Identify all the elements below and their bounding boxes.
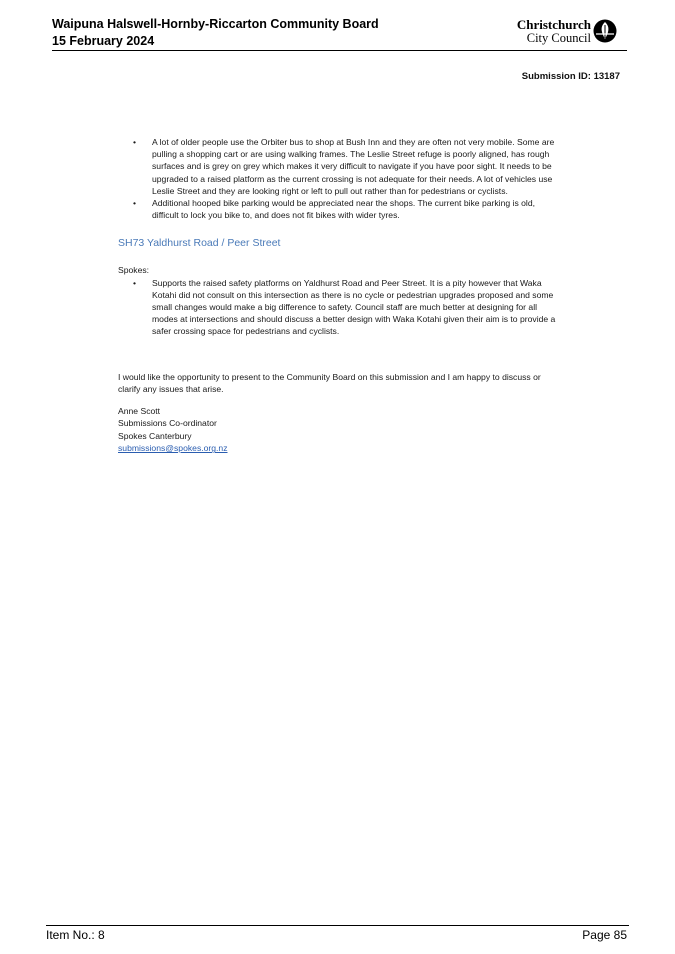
item-number: Item No.: 8 [46, 928, 105, 942]
list-item [133, 136, 563, 197]
list-item-text: A lot of older people use the Orbiter bus to shop at Bush Inn and they are often not very mobile. Some are pulling a shopping cart or are using walking frames. The Leslie Street refuge is poorly aligned, has rough surfaces and is grey on grey which makes it very difficult to navigate if you have poor sight. It needs to be upgraded to a raised platform as the current crossing is not adequate for their needs. A lot of vehicles use Leslie Street and they are looking right or left to pull out rather than for pedestrians or cyclists. [152, 137, 555, 196]
submission-body [118, 136, 563, 455]
bullet-icon: • [133, 277, 137, 288]
page-header [52, 14, 627, 51]
logo-text-line2: City Council [526, 31, 591, 45]
page-footer [46, 925, 629, 946]
signatory-role: Submissions Co-ordinator [118, 418, 217, 429]
list-item [133, 197, 563, 221]
signatory-name: Anne Scott [118, 406, 161, 417]
email-link[interactable]: submissions@spokes.org.nz [118, 443, 228, 454]
council-logo [507, 16, 617, 48]
bullet-list-2 [118, 277, 563, 338]
spokes-label: Spokes: [118, 265, 150, 276]
logo-text-line1: Christchurch [516, 17, 591, 32]
bullet-icon: • [133, 198, 137, 209]
signatory-organisation: Spokes Canterbury [118, 430, 192, 441]
meeting-date: 15 February 2024 [52, 34, 155, 48]
section-heading: SH73 Yaldhurst Road / Peer Street [118, 237, 281, 250]
board-title: Waipuna Halswell-Hornby-Riccarton Community Board [52, 17, 379, 31]
list-item-text: Supports the raised safety platforms on Yaldhurst Road and Peer Street. It is a pity however that Waka Kotahi did not consult on this intersection as there is no cycle or pedestrian upgrades proposed and some small changes would make a big difference to safety. Council staff are much better at designing for all modes at intersections and should discuss a better design with Waka Kotahi given their aim is to provide a safer crossing space for pedestrians and cyclists. [152, 277, 556, 337]
list-item [133, 277, 563, 338]
closing-paragraph: I would like the opportunity to present to the Community Board on this submission and I am happy to discuss or clarify any issues that arise. [118, 371, 541, 394]
bullet-icon: • [133, 137, 137, 147]
list-item-text: Additional hooped bike parking would be appreciated near the shops. The current bike parking is old, difficult to lock you bike to, and does not fit bikes with wider tyres. [152, 198, 535, 221]
signature-block [118, 405, 563, 455]
submission-id: Submission ID: 13187 [521, 71, 620, 82]
council-leaf-logo-icon [593, 19, 617, 43]
bullet-list-1 [118, 136, 563, 221]
page-number: Page 85 [582, 928, 627, 942]
